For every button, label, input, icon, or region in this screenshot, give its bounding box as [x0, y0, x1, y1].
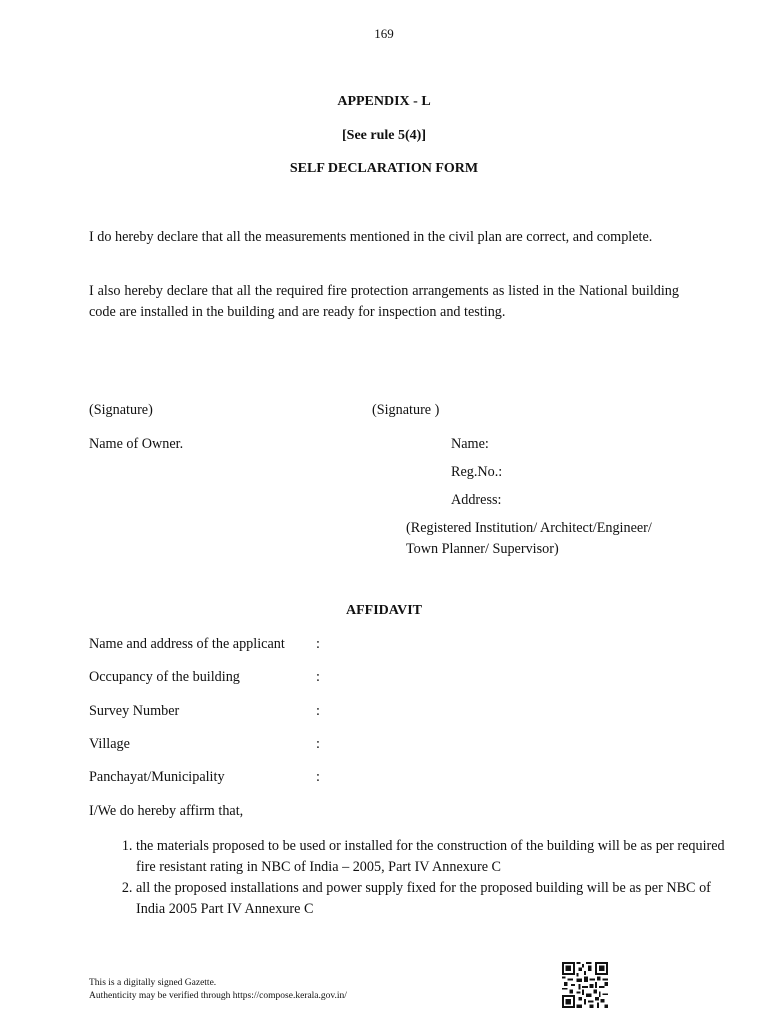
field-applicant-label: Name and address of the applicant	[89, 636, 285, 652]
qr-code-icon	[562, 962, 608, 1008]
address-label: Address:	[451, 492, 502, 508]
field-occupancy-label: Occupancy of the building	[89, 669, 240, 685]
field-colon: :	[316, 636, 320, 652]
reg-no-label: Reg.No.:	[451, 464, 503, 480]
affirm-intro: I/We do hereby affirm that,	[89, 803, 244, 819]
declaration-paragraph-1: I do hereby declare that all the measurements mentioned in the civil plan are correct, and complete.	[89, 229, 653, 245]
field-colon: :	[316, 769, 320, 785]
field-panchayat-label: Panchayat/Municipality	[89, 769, 225, 785]
declaration-paragraph-2: I also hereby declare that all the required fire protection arrangements as listed in the National building code are installed in the building and are ready for inspection and testing.	[89, 283, 679, 320]
qualification-line-1: (Registered Institution/ Architect/Engineer/	[406, 520, 652, 536]
field-survey-number-label: Survey Number	[89, 703, 180, 719]
affirmation-list	[89, 836, 726, 920]
affidavit-title: AFFIDAVIT	[346, 603, 422, 618]
field-colon: :	[316, 736, 320, 752]
appendix-title: APPENDIX - L	[337, 94, 431, 109]
list-item: 2. all the proposed installations and power supply fixed for the proposed building will be as per NBC of India 2005 Part IV Annexure C	[136, 878, 726, 919]
field-village-label: Village	[89, 736, 130, 752]
owner-name-label: Name of Owner.	[89, 436, 184, 452]
footer-line-2: Authenticity may be verified through https://compose.kerala.gov.in/	[89, 991, 347, 1001]
qualification-line-2: Town Planner/ Supervisor)	[406, 541, 559, 557]
footer-line-1: This is a digitally signed Gazette.	[89, 978, 217, 988]
rule-reference: [See rule 5(4)]	[342, 128, 426, 143]
list-item: 1. the materials proposed to be used or installed for the construction of the building will be as per required fire resistant rating in NBC of India – 2005, Part IV Annexure C	[136, 836, 726, 877]
owner-signature-label: (Signature)	[89, 402, 153, 418]
field-colon: :	[316, 669, 320, 685]
field-colon: :	[316, 703, 320, 719]
form-title: SELF DECLARATION FORM	[289, 161, 479, 176]
page-number: 169	[374, 26, 394, 41]
professional-name-label: Name:	[451, 436, 489, 452]
professional-signature-label: (Signature )	[372, 402, 440, 418]
footer-note	[89, 977, 347, 1003]
